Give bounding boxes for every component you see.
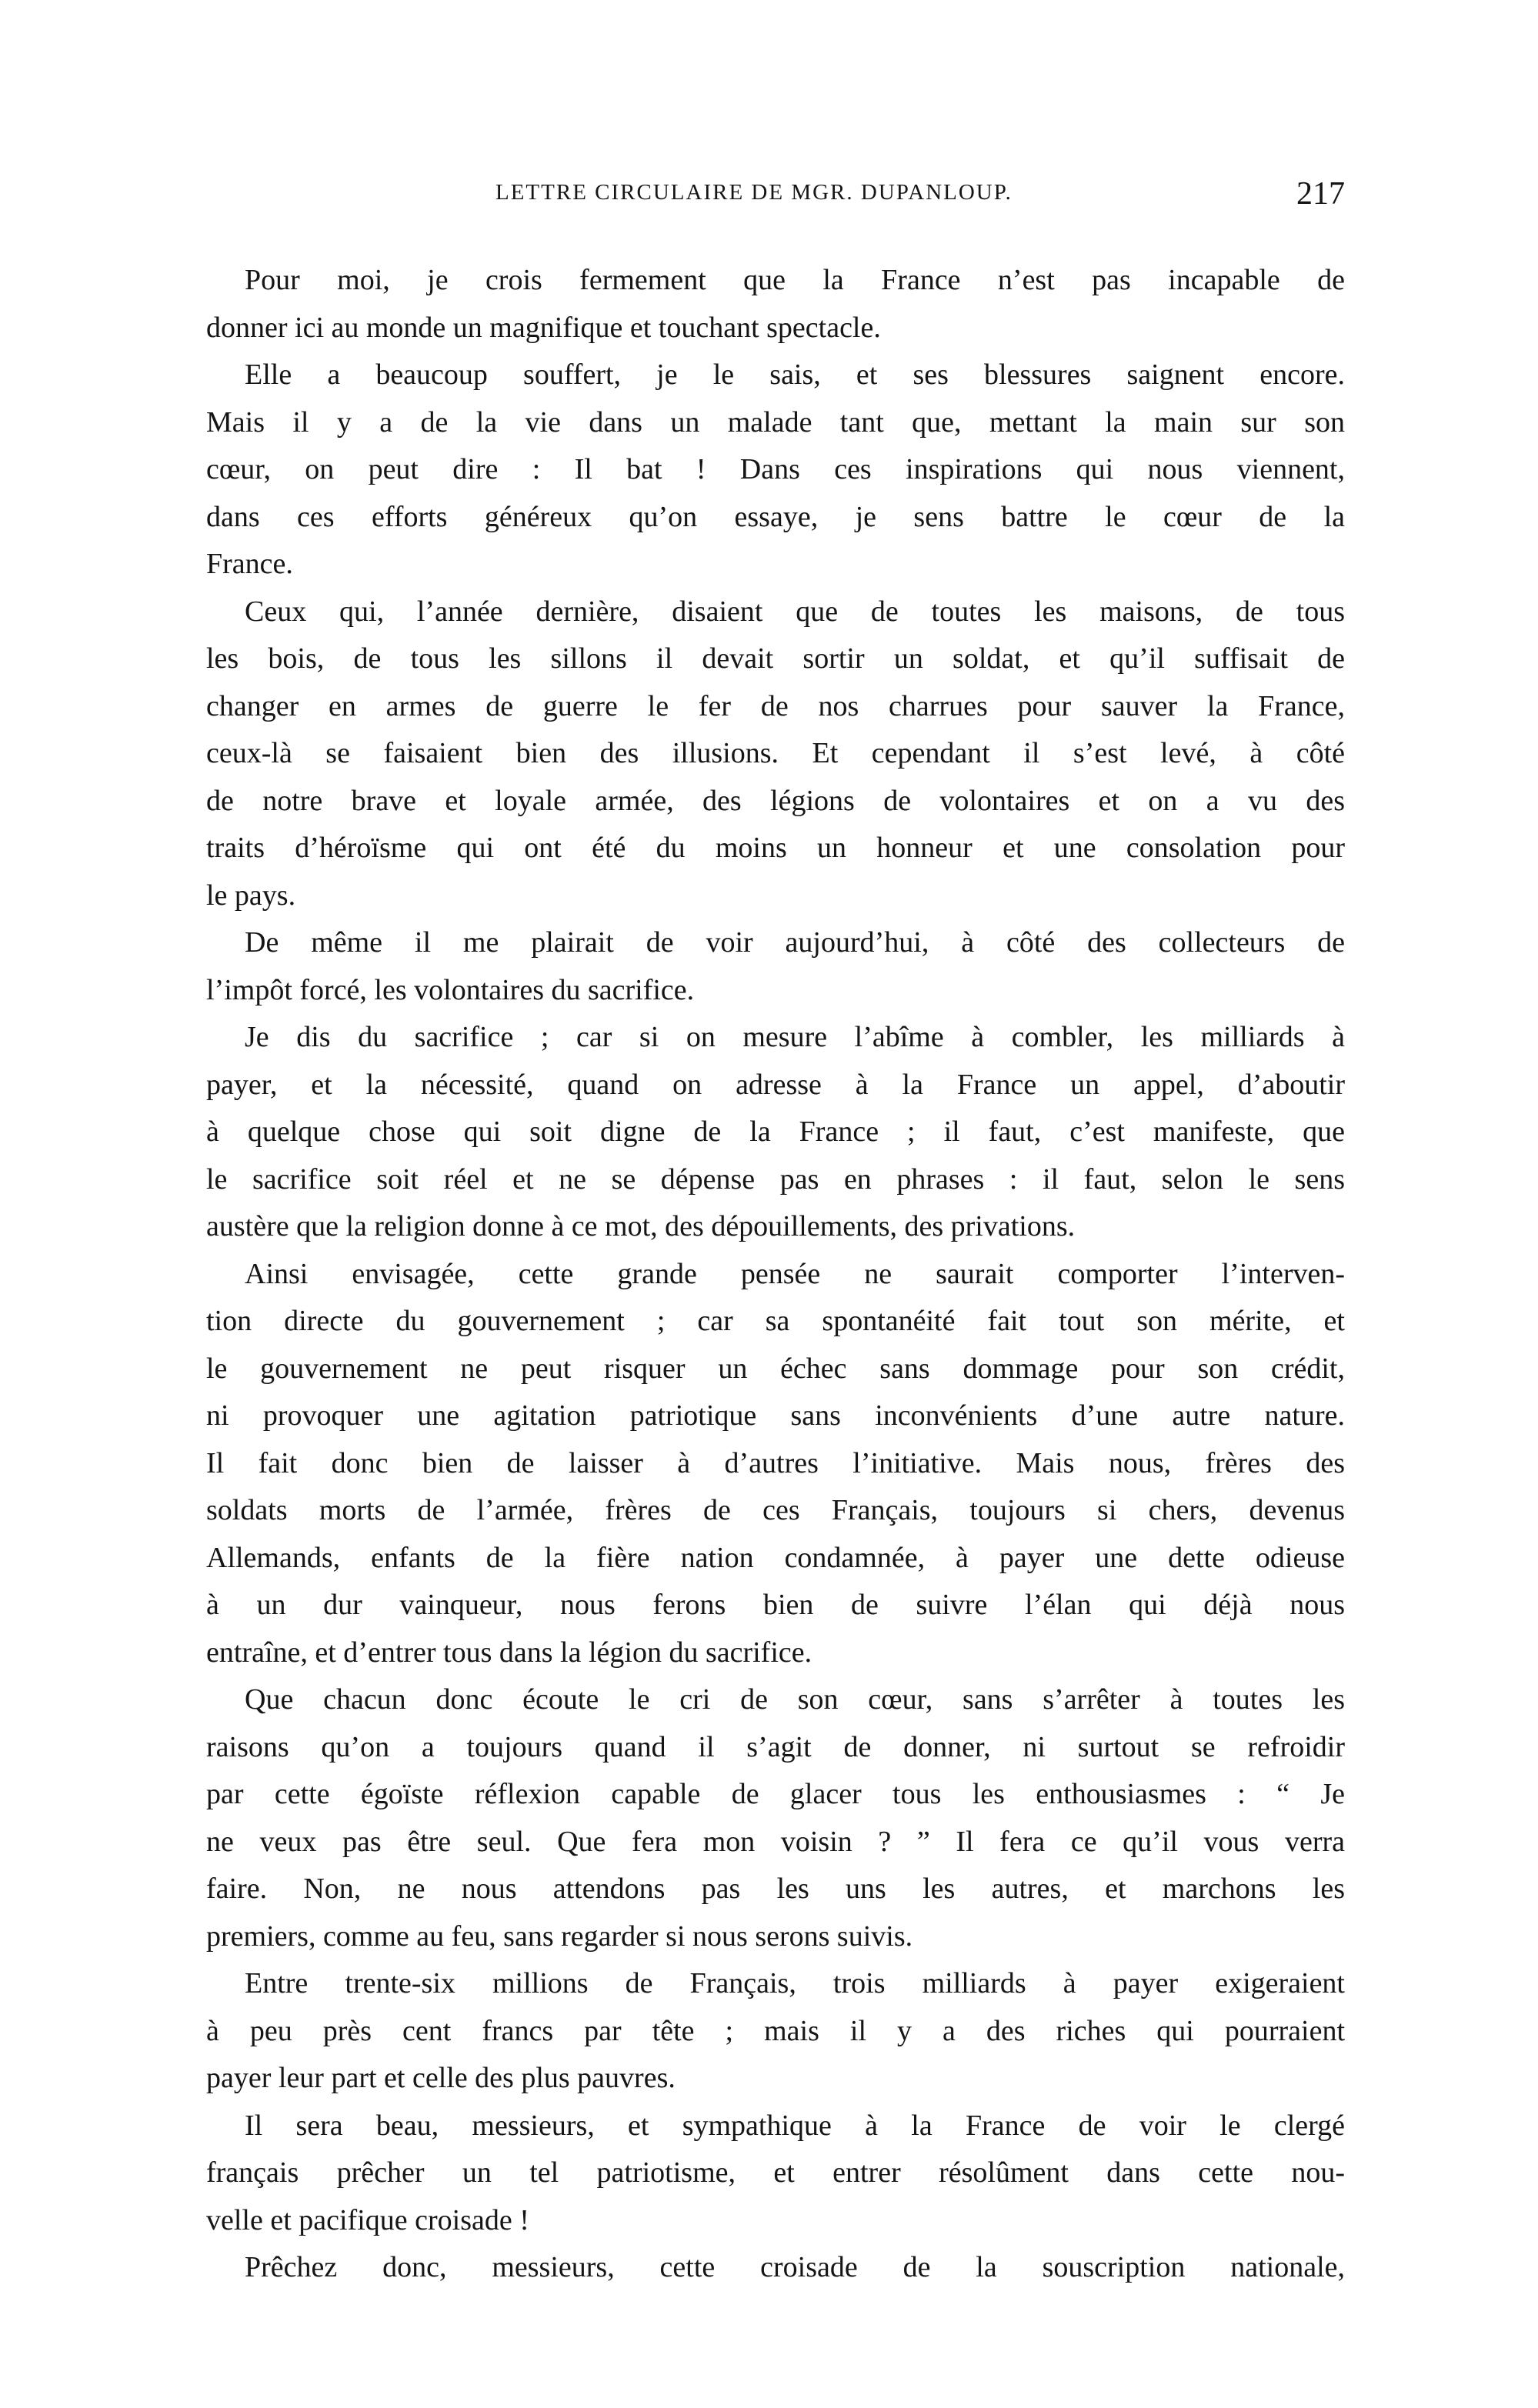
- text-line: changer en armes de guerre le fer de nos charrues pour sauver la France,: [206, 689, 1345, 722]
- text-line: Ceux qui, l’année dernière, disaient que de toutes les maisons, de tous: [245, 595, 1345, 628]
- text-line: premiers, comme au feu, sans regarder si nous serons suivis.: [206, 1919, 913, 1953]
- text-line: velle et pacifique croisade !: [206, 2203, 529, 2236]
- text-line: les bois, de tous les sillons il devait sortir un soldat, et qu’il suffisait de: [206, 642, 1345, 675]
- text-line: payer leur part et celle des plus pauvres.: [206, 2062, 676, 2094]
- text-line: donner ici au monde un magnifique et touchant spectacle.: [206, 311, 881, 344]
- body-text: [206, 257, 1345, 2292]
- paragraph: [206, 2244, 1345, 2292]
- text-line: l’impôt forcé, les volontaires du sacrifice.: [206, 973, 695, 1006]
- text-line: à quelque chose qui soit digne de la France ; il faut, c’est manifeste, que: [206, 1116, 1345, 1148]
- text-line: à peu près cent francs par tête ; mais il y a des riches qui pourraient: [206, 2014, 1345, 2047]
- text-line: ceux-là se faisaient bien des illusions. Et cependant il s’est levé, à côté: [206, 737, 1345, 769]
- text-line: à un dur vainqueur, nous ferons bien de suivre l’élan qui déjà nous: [206, 1589, 1345, 1621]
- text-line: de notre brave et loyale armée, des légions de volontaires et on a vu des: [206, 784, 1345, 817]
- text-line: austère que la religion donne à ce mot, des dépouillements, des privations.: [206, 1210, 1076, 1242]
- text-line: le sacrifice soit réel et ne se dépense pas en phrases : il faut, selon le sens: [206, 1162, 1345, 1196]
- text-line: Elle a beaucoup souffert, je le sais, et ses blessures saignent encore.: [245, 359, 1345, 391]
- paragraph: [206, 919, 1345, 1014]
- page-number: 217: [1296, 176, 1345, 212]
- text-line: ne veux pas être seul. Que fera mon voisin ? ” Il fera ce qu’il vous verra: [206, 1825, 1345, 1858]
- text-line: Que chacun donc écoute le cri de son cœur, sans s’arrêter à toutes les: [245, 1683, 1345, 1716]
- text-line: De même il me plairait de voir aujourd’hui, à côté des collecteurs de: [245, 926, 1345, 959]
- paragraph: [206, 257, 1345, 352]
- text-line: soldats morts de l’armée, frères de ces Français, toujours si chers, devenus: [206, 1494, 1345, 1526]
- text-line: dans ces efforts généreux qu’on essaye, je sens battre le cœur de la: [206, 500, 1345, 533]
- paragraph: [206, 2103, 1345, 2245]
- text-line: traits d’héroïsme qui ont été du moins un honneur et une consolation pour: [206, 832, 1345, 864]
- text-line: français prêcher un tel patriotisme, et entrer résolûment dans cette nou-: [206, 2156, 1345, 2189]
- text-line: France.: [206, 548, 293, 580]
- paragraph: [206, 1960, 1345, 2103]
- text-line: Je dis du sacrifice ; car si on mesure l’abîme à combler, les milliards à: [245, 1021, 1345, 1053]
- paragraph: [206, 1251, 1345, 1677]
- text-line: Pour moi, je crois fermement que la France n’est pas incapable de: [245, 264, 1345, 296]
- text-line: faire. Non, ne nous attendons pas les uns les autres, et marchons les: [206, 1873, 1345, 1905]
- running-title: LETTRE CIRCULAIRE DE MGR. DUPANLOUP.: [495, 180, 1013, 205]
- paragraph: [206, 589, 1345, 920]
- text-line: ni provoquer une agitation patriotique sans inconvénients d’une autre nature.: [206, 1399, 1345, 1432]
- running-head: [206, 175, 1345, 222]
- paragraph: [206, 1014, 1345, 1251]
- text-line: Prêchez donc, messieurs, cette croisade de la souscription nationale,: [245, 2251, 1345, 2283]
- text-line: le pays.: [206, 879, 296, 912]
- text-line: Mais il y a de la vie dans un malade tant que, mettant la main sur son: [206, 405, 1345, 439]
- text-line: payer, et la nécessité, quand on adresse à la France un appel, d’aboutir: [206, 1068, 1345, 1101]
- paragraph: [206, 352, 1345, 589]
- text-line: le gouvernement ne peut risquer un échec sans dommage pour son crédit,: [206, 1352, 1345, 1385]
- text-line: Entre trente-six millions de Français, trois milliards à payer exigeraient: [245, 1967, 1345, 1999]
- text-line: raisons qu’on a toujours quand il s’agit de donner, ni surtout se refroidir: [206, 1730, 1345, 1763]
- text-line: par cette égoïste réflexion capable de glacer tous les enthousiasmes : “ Je: [206, 1778, 1345, 1810]
- text-line: cœur, on peut dire : Il bat ! Dans ces inspirations qui nous viennent,: [206, 453, 1345, 485]
- text-line: tion directe du gouvernement ; car sa spontanéité fait tout son mérite, et: [206, 1305, 1345, 1337]
- text-line: Il sera beau, messieurs, et sympathique à la France de voir le clergé: [245, 2109, 1345, 2142]
- text-line: Allemands, enfants de la fière nation condamnée, à payer une dette odieuse: [206, 1541, 1345, 1574]
- paragraph: [206, 1676, 1345, 1960]
- text-line: entraîne, et d’entrer tous dans la légion du sacrifice.: [206, 1636, 812, 1669]
- text-line: Ainsi envisagée, cette grande pensée ne saurait comporter l’interven-: [245, 1257, 1345, 1290]
- text-line: Il fait donc bien de laisser à d’autres l’initiative. Mais nous, frères des: [206, 1446, 1345, 1479]
